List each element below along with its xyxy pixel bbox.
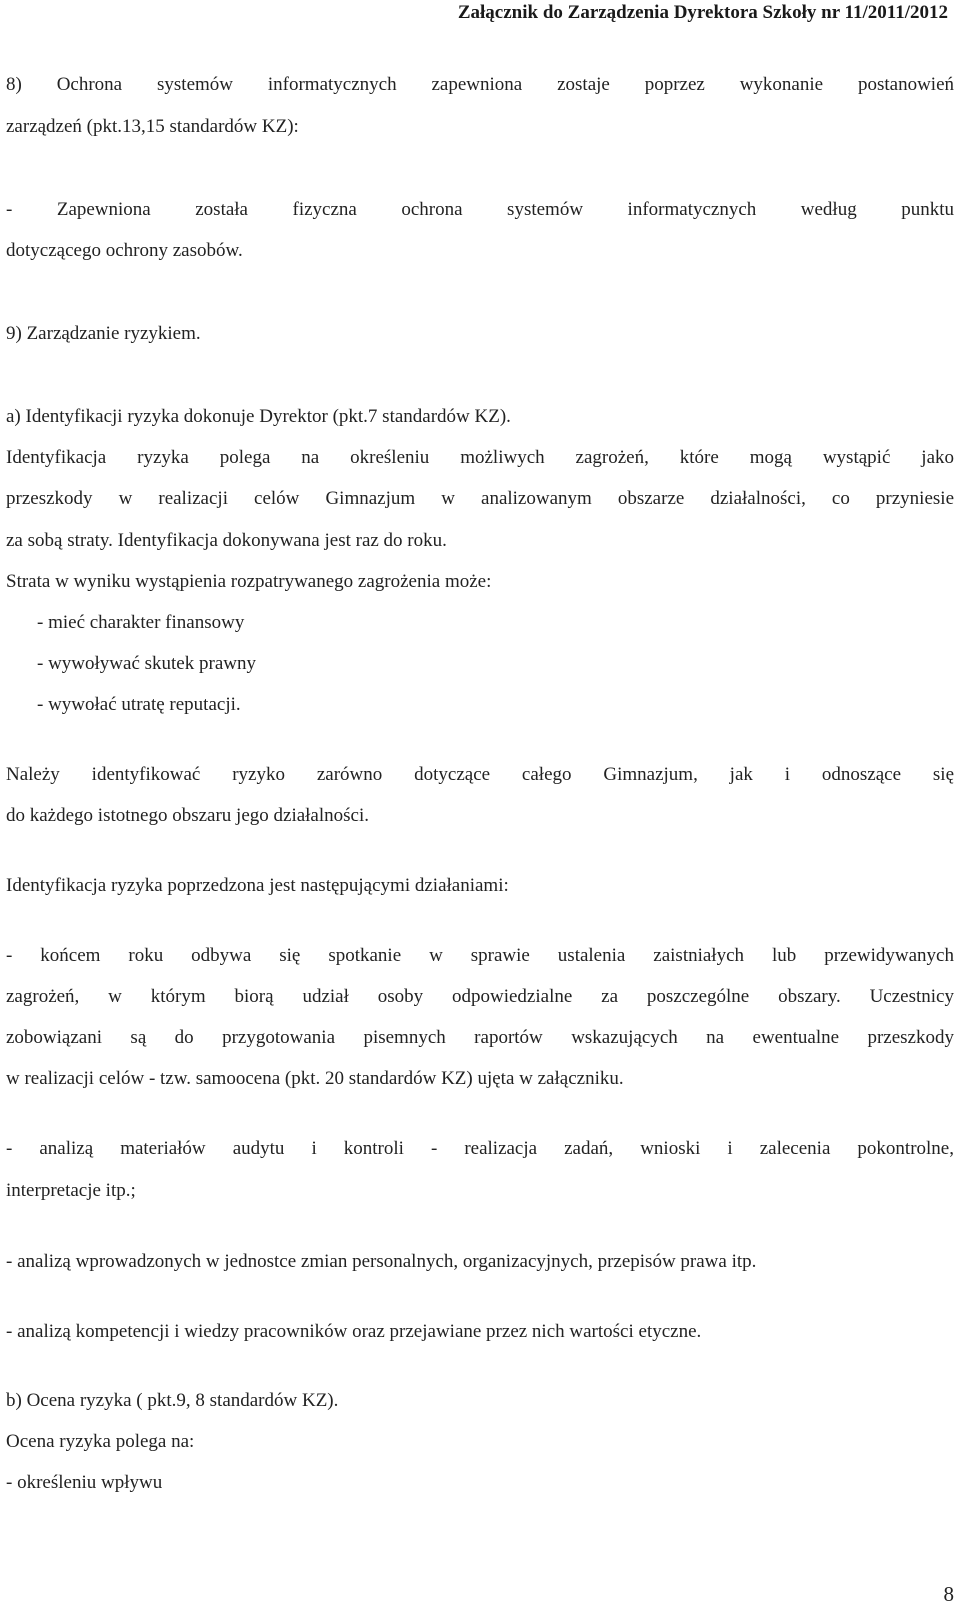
text-line: Strata w wyniku wystąpienia rozpatrywanego zagrożenia może: [6, 571, 492, 592]
list-item: - mieć charakter finansowy [37, 612, 245, 633]
text-line: interpretacje itp.; [6, 1180, 136, 1201]
subsection-heading: b) Ocena ryzyka ( pkt.9, 8 standardów KZ). [6, 1390, 339, 1411]
text-line: 8) Ochrona systemów informatycznych zapewniona zostaje poprzez wykonanie postanowień [6, 74, 954, 95]
text-line: - analizą materiałów audytu i kontroli - realizacja zadań, wnioski i zalecenia pokontrolne, [6, 1138, 954, 1159]
text-line: - końcem roku odbywa się spotkanie w sprawie ustalenia zaistniałych lub przewidywanych [6, 945, 954, 966]
section-heading: 9) Zarządzanie ryzykiem. [6, 323, 201, 344]
text-line: dotyczącego ochrony zasobów. [6, 240, 243, 261]
page-number: 8 [943, 1582, 954, 1606]
text-line: zarządzeń (pkt.13,15 standardów KZ): [6, 116, 299, 137]
text-line: przeszkody w realizacji celów Gimnazjum w analizowanym obszarze działalności, co przyniesie [6, 488, 954, 509]
document-header: Załącznik do Zarządzenia Dyrektora Szkoły nr 11/2011/2012 [457, 2, 948, 23]
text-line: Identyfikacja ryzyka poprzedzona jest następującymi działaniami: [6, 875, 509, 896]
text-line: w realizacji celów - tzw. samoocena (pkt. 20 standardów KZ) ujęta w załączniku. [6, 1068, 624, 1089]
list-item: - określeniu wpływu [6, 1472, 163, 1493]
text-line: - analizą kompetencji i wiedzy pracowników oraz przejawiane przez nich wartości etyczne. [6, 1321, 702, 1342]
list-item: - wywołać utratę reputacji. [37, 694, 241, 715]
text-line: Należy identyfikować ryzyko zarówno dotyczące całego Gimnazjum, jak i odnoszące się [6, 764, 954, 785]
subsection-heading: a) Identyfikacji ryzyka dokonuje Dyrektor (pkt.7 standardów KZ). [6, 406, 511, 427]
text-line: - analizą wprowadzonych w jednostce zmian personalnych, organizacyjnych, przepisów prawa itp. [6, 1251, 757, 1272]
text-line: za sobą straty. Identyfikacja dokonywana jest raz do roku. [6, 530, 447, 551]
text-line: - Zapewniona została fizyczna ochrona systemów informatycznych według punktu [6, 199, 954, 220]
text-line: Identyfikacja ryzyka polega na określeniu możliwych zagrożeń, które mogą wystąpić jako [6, 447, 954, 468]
list-item: - wywoływać skutek prawny [37, 653, 256, 674]
text-line: Ocena ryzyka polega na: [6, 1431, 195, 1452]
text-line: zobowiązani są do przygotowania pisemnych raportów wskazujących na ewentualne przeszkody [6, 1027, 954, 1048]
text-line: do każdego istotnego obszaru jego działalności. [6, 805, 370, 826]
text-line: zagrożeń, w którym biorą udział osoby odpowiedzialne za poszczególne obszary. Uczestnicy [6, 986, 954, 1007]
